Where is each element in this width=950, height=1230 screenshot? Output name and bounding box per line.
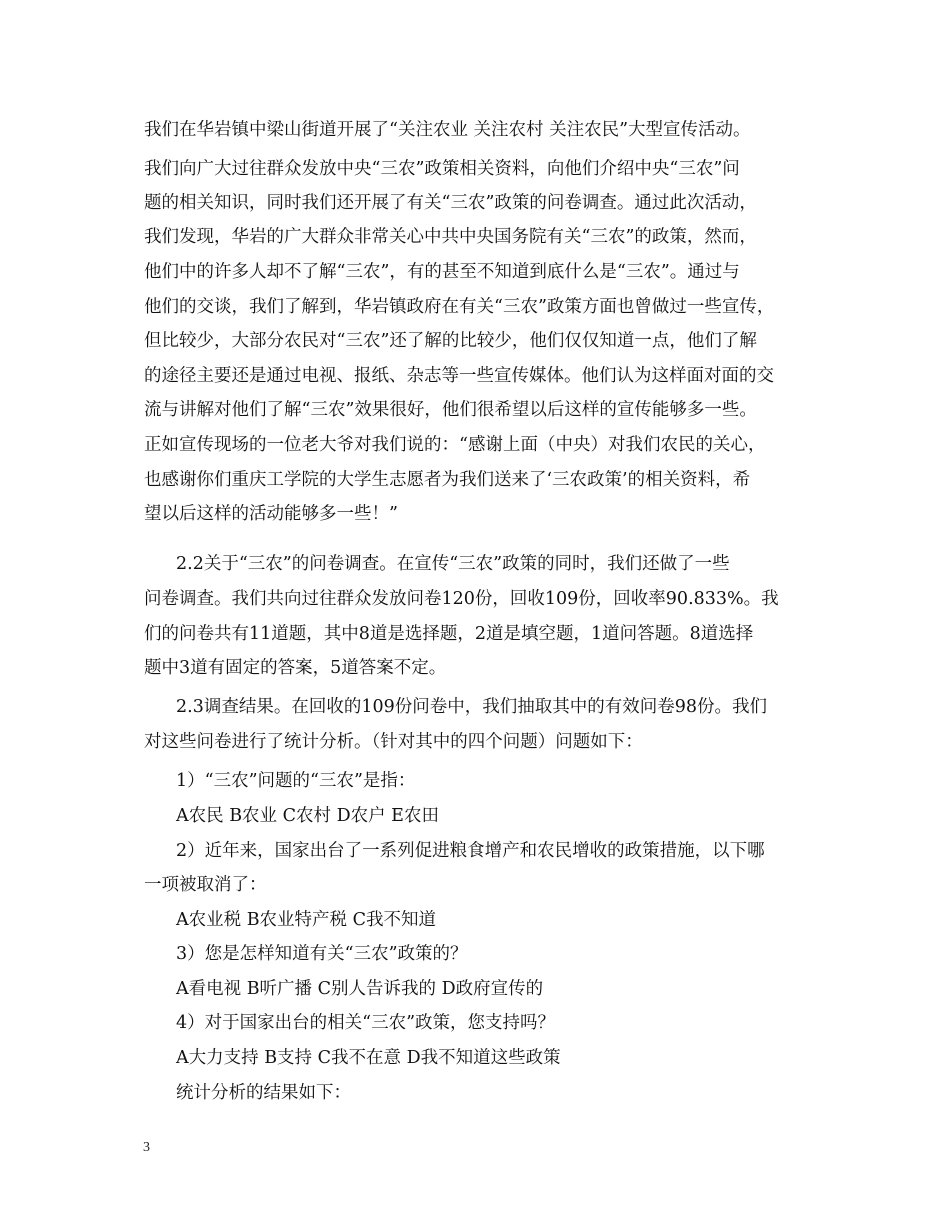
question-3-options: A看电视 B听广播 C别人告诉我的 D政府宣传的: [176, 979, 544, 999]
section-2-2-line-4: 题中3道有固定的答案，5道答案不定。: [144, 658, 447, 678]
question-2-line-1: 2）近年来，国家出台了一系列促进粮食增产和农民增收的政策措施，以下哪: [176, 841, 765, 861]
paragraph-1-line-11: 也感谢你们重庆工学院的大学生志愿者为我们送来了‘三农政策’的相关资料，希: [144, 470, 751, 490]
paragraph-1-line-9: 流与讲解对他们了解“三农”效果很好，他们很希望以后这样的宣传能够多一些。: [144, 400, 757, 420]
paragraph-1-line-2: 我们向广大过往群众发放中央“三农”政策相关资料，向他们介绍中央“三农”问: [144, 159, 740, 179]
section-2-3-line-2: 对这些问卷进行了统计分析。（针对其中的四个问题）问题如下：: [144, 732, 643, 752]
paragraph-1-line-10: 正如宣传现场的一位老大爷对我们说的：“感谢上面（中央）对我们农民的关心，: [144, 435, 766, 455]
paragraph-1-line-12: 望以后这样的活动能够多一些！”: [144, 504, 398, 524]
paragraph-1-line-7: 但比较少，大部分农民对“三农”还了解的比较少，他们仅仅知道一点，他们了解: [144, 331, 757, 351]
paragraph-1-line-5: 他们中的许多人却不了解“三农”，有的甚至不知道到底什么是“三农”。通过与: [144, 262, 740, 282]
question-3: 3）您是怎样知道有关“三农”政策的？: [176, 944, 468, 964]
paragraph-1-line-6: 他们的交谈，我们了解到，华岩镇政府在有关“三农”政策方面也曾做过一些宣传，: [144, 297, 775, 317]
question-4-options: A大力支持 B支持 C我不在意 D我不知道这些政策: [176, 1048, 561, 1068]
section-2-2-line-2: 问卷调查。我们共向过往群众发放问卷120份，回收109份，回收率90.833%。我: [144, 589, 779, 609]
question-2-line-2: 一项被取消了：: [144, 875, 267, 895]
question-1-options: A农民 B农业 C农村 D农户 E农田: [176, 806, 439, 826]
result-intro: 统计分析的结果如下：: [176, 1083, 351, 1103]
page-number: 3: [143, 1140, 150, 1155]
section-2-2-line-3: 们的问卷共有11道题，其中8道是选择题，2道是填空题，1道问答题。8道选择: [144, 624, 754, 644]
section-2-2-line-1: 2.2关于“三农”的问卷调查。在宣传“三农”政策的同时，我们还做了一些: [176, 554, 730, 574]
question-4: 4）对于国家出台的相关“三农”政策，您支持吗？: [176, 1013, 556, 1033]
question-2-options: A农业税 B农业特产税 C我不知道: [176, 910, 437, 930]
paragraph-1-line-8: 的途径主要还是通过电视、报纸、杂志等一些宣传媒体。他们认为这样面对面的交: [144, 366, 774, 386]
paragraph-1-line-4: 我们发现，华岩的广大群众非常关心中共中央国务院有关“三农”的政策，然而，: [144, 227, 757, 247]
section-2-3-line-1: 2.3调查结果。在回收的109份问卷中，我们抽取其中的有效问卷98份。我们: [176, 697, 767, 717]
question-1: 1）“三农”问题的“三农”是指：: [176, 771, 416, 791]
paragraph-1-line-1: 我们在华岩镇中梁山街道开展了“关注农业 关注农村 关注农民”大型宣传活动。: [144, 120, 751, 140]
paragraph-1-line-3: 题的相关知识，同时我们还开展了有关“三农”政策的问卷调查。通过此次活动，: [144, 193, 757, 213]
